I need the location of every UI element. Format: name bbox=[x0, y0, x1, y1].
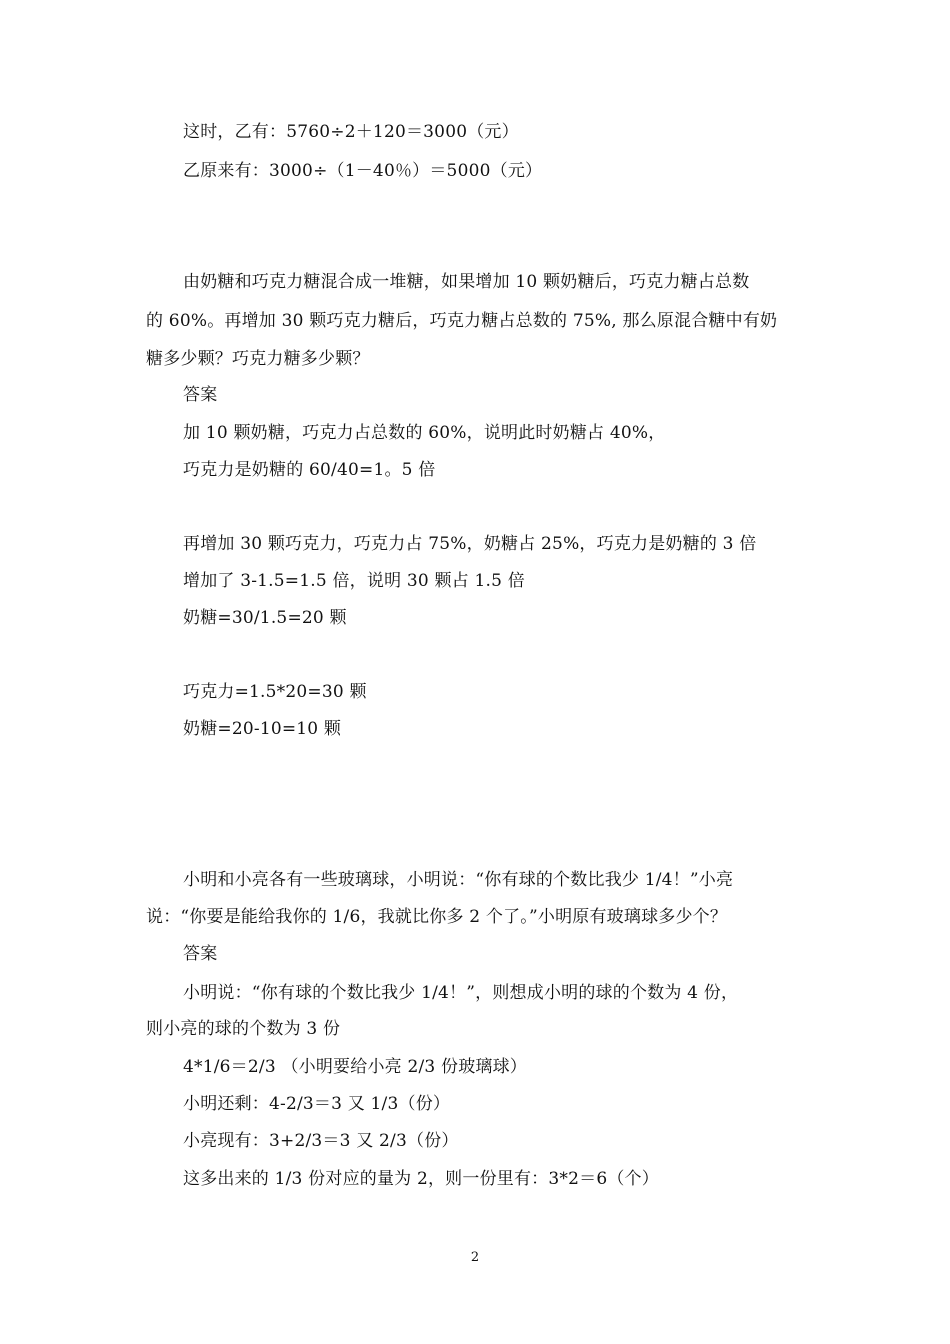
answer-line: 奶糖=20-10=10 颗 bbox=[183, 719, 342, 739]
question-line: 由奶糖和巧克力糖混合成一堆糖，如果增加 10 颗奶糖后，巧克力糖占总数 bbox=[183, 272, 750, 292]
question-line: 的 60%。再增加 30 颗巧克力糖后，巧克力糖占总数的 75%, 那么原混合糖中有奶 bbox=[146, 311, 778, 331]
question-line: 糖多少颗？巧克力糖多少颗？ bbox=[146, 349, 370, 369]
answer-line: 巧克力是奶糖的 60/40=1。5 倍 bbox=[183, 460, 436, 480]
answer-line: 小亮现有：3+2/3＝3 又 2/3（份） bbox=[183, 1131, 459, 1151]
answer-line: 增加了 3-1.5=1.5 倍，说明 30 颗占 1.5 倍 bbox=[183, 571, 525, 591]
calc-line: 这时，乙有：5760÷2＋120＝3000（元） bbox=[183, 122, 519, 142]
answer-line: 这多出来的 1/3 份对应的量为 2，则一份里有：3*2＝6（个） bbox=[183, 1169, 659, 1189]
question-line: 小明和小亮各有一些玻璃球，小明说：“你有球的个数比我少 1/4！”小亮 bbox=[183, 870, 734, 890]
answer-line: 小明说：“你有球的个数比我少 1/4！”，则想成小明的球的个数为 4 份， bbox=[183, 983, 739, 1003]
page-number: 2 bbox=[470, 1250, 480, 1265]
answer-line: 4*1/6＝2/3 （小明要给小亮 2/3 份玻璃球） bbox=[183, 1057, 528, 1077]
answer-label: 答案 bbox=[183, 385, 218, 405]
answer-line: 再增加 30 颗巧克力，巧克力占 75%，奶糖占 25%，巧克力是奶糖的 3 倍 bbox=[183, 534, 757, 554]
calc-line: 乙原来有：3000÷（1－40％）＝5000（元） bbox=[183, 161, 543, 181]
question-line: 说：“你要是能给我你的 1/6，我就比你多 2 个了。”小明原有玻璃球多少个？ bbox=[146, 907, 728, 927]
answer-label: 答案 bbox=[183, 944, 218, 964]
answer-line: 小明还剩：4-2/3＝3 又 1/3（份） bbox=[183, 1094, 451, 1114]
answer-line: 奶糖=30/1.5=20 颗 bbox=[183, 608, 347, 628]
answer-line: 加 10 颗奶糖，巧克力占总数的 60%，说明此时奶糖占 40%， bbox=[183, 423, 666, 443]
answer-line: 则小亮的球的个数为 3 份 bbox=[146, 1019, 341, 1039]
answer-line: 巧克力=1.5*20=30 颗 bbox=[183, 682, 367, 702]
